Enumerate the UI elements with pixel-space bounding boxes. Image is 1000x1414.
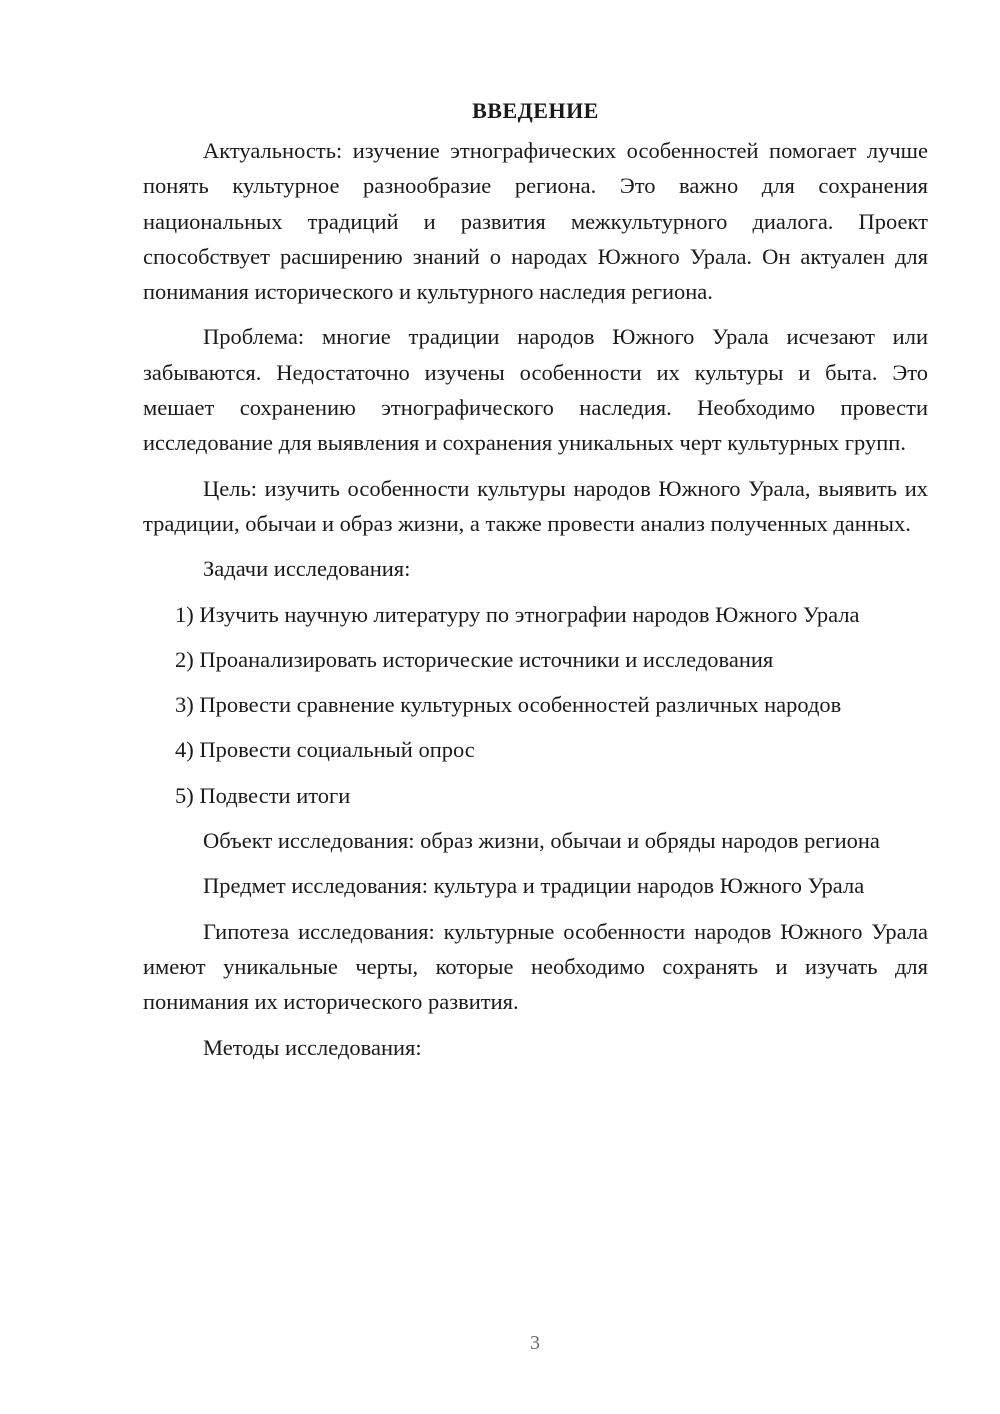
paragraph-relevance: Актуальность: изучение этнографических особенностей помогает лучше понять культурное разнообразие региона. Это важно для сохранения национальных традиций и развития межкультурного диалога. Проект способствует расширению знаний о народах Южного Урала. Он актуален для понимания исторического и культурного наследия региона. <box>143 138 928 305</box>
task-item-2: 2) Проанализировать исторические источники и исследования <box>175 646 774 672</box>
task-item-5: 5) Подвести итоги <box>175 782 351 808</box>
task-item-4: 4) Провести социальный опрос <box>175 737 475 763</box>
paragraph-subject: Предмет исследования: культура и традиции народов Южного Урала <box>203 873 865 899</box>
page-title: ВВЕДЕНИЕ <box>472 98 599 123</box>
task-item-3: 3) Провести сравнение культурных особенностей различных народов <box>175 692 842 718</box>
page-content <box>143 93 928 1075</box>
paragraph-hypothesis: Гипотеза исследования: культурные особенности народов Южного Урала имеют уникальные черты, которые необходимо сохранять и изучать для понимания их исторического развития. <box>143 918 928 1015</box>
paragraph-tasks-heading: Задачи исследования: <box>203 556 411 582</box>
paragraph-problem: Проблема: многие традиции народов Южного Урала исчезают или забываются. Недостаточно изучены особенности их культуры и быта. Это мешает сохранению этнографического наследия. Необходимо провести исследование для выявления и сохранения уникальных черт культурных групп. <box>143 324 928 456</box>
paragraph-object: Объект исследования: образ жизни, обычаи и обряды народов региона <box>203 828 880 854</box>
task-item-1: 1) Изучить научную литературу по этнографии народов Южного Урала <box>175 601 860 627</box>
paragraph-methods-heading: Методы исследования: <box>203 1034 422 1060</box>
paragraph-goal: Цель: изучить особенности культуры народов Южного Урала, выявить их традиции, обычаи и образ жизни, а также провести анализ полученных данных. <box>143 475 928 536</box>
page-number: 3 <box>530 1332 540 1354</box>
